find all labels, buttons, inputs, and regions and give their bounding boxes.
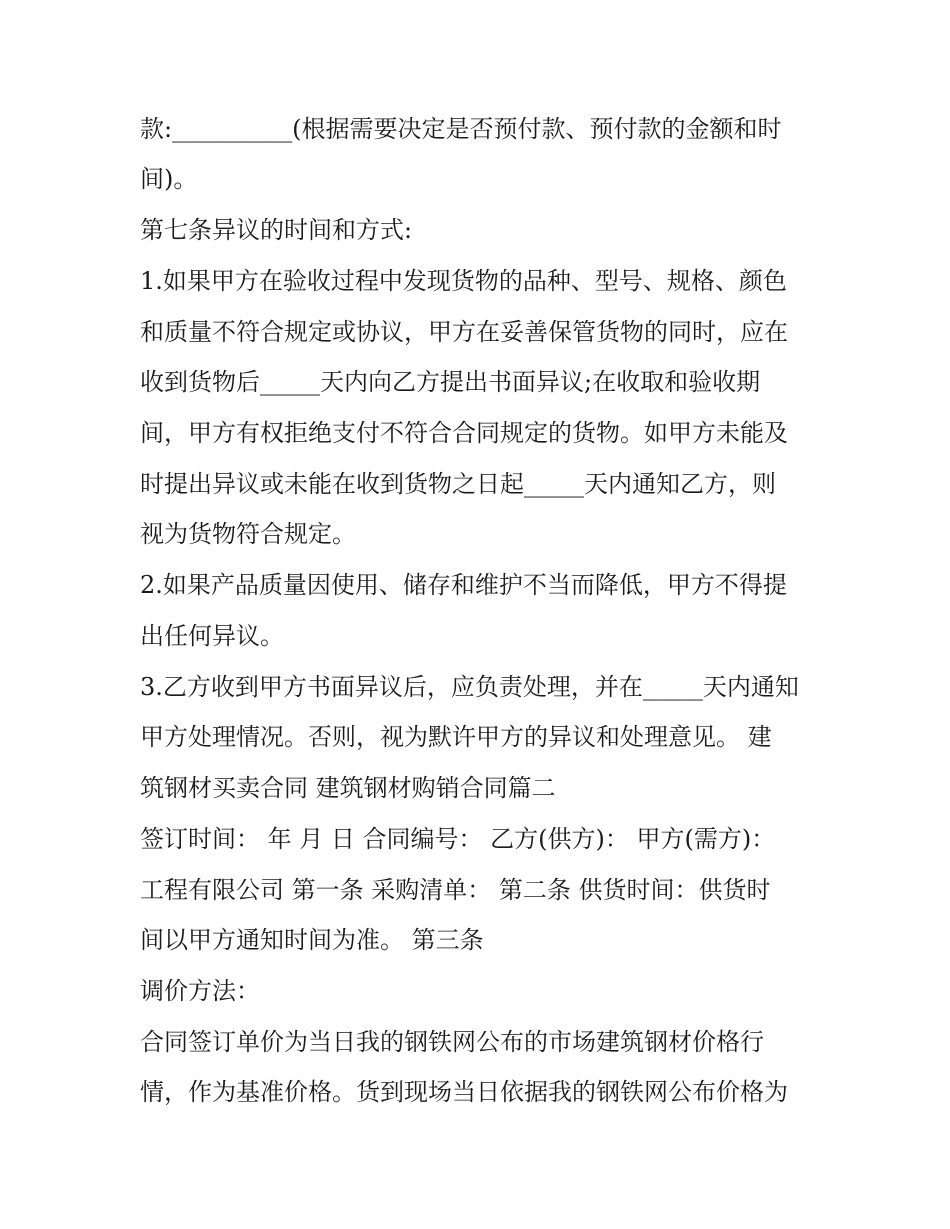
text-line: 情，作为基准价格。货到现场当日依据我的钢铁网公布价格为	[140, 1078, 788, 1106]
text-line: 甲方处理情况。否则，视为默许甲方的异议和处理意见。 建	[140, 723, 772, 751]
text-line: 款:__________(根据需要决定是否预付款、预付款的金额和时	[140, 115, 782, 143]
text-line: 第七条异议的时间和方式:	[140, 216, 413, 244]
text-line: 间)。	[140, 165, 198, 193]
text-line: 合同签订单价为当日我的钢铁网公布的市场建筑钢材价格行	[140, 1028, 764, 1056]
text-line: 间，甲方有权拒绝支付不符合合同规定的货物。如甲方未能及	[140, 419, 788, 447]
text-line: 2.如果产品质量因使用、储存和维护不当而降低，甲方不得提	[140, 571, 787, 599]
text-line: 1.如果甲方在验收过程中发现货物的品种、型号、规格、颜色	[140, 267, 787, 295]
text-line: 筑钢材买卖合同 建筑钢材购销合同篇二	[140, 774, 556, 802]
text-line: 和质量不符合规定或协议，甲方在妥善保管货物的同时，应在	[140, 318, 788, 346]
text-line: 调价方法：	[140, 977, 260, 1005]
text-line: 时提出异议或未能在收到货物之日起_____天内通知乙方，则	[140, 470, 776, 498]
text-line: 收到货物后_____天内向乙方提出书面异议;在收取和验收期	[140, 368, 761, 396]
text-line: 3.乙方收到甲方书面异议后，应负责处理，并在_____天内通知	[140, 673, 799, 701]
text-line: 工程有限公司 第一条 采购清单： 第二条 供货时间：供货时	[140, 876, 771, 904]
text-line: 视为货物符合规定。	[140, 520, 356, 548]
text-line: 间以甲方通知时间为准。 第三条	[140, 926, 484, 954]
text-line: 出任何异议。	[140, 622, 284, 650]
text-line: 签订时间： 年 月 日 合同编号： 乙方(供方)： 甲方(需方)：	[140, 825, 776, 853]
